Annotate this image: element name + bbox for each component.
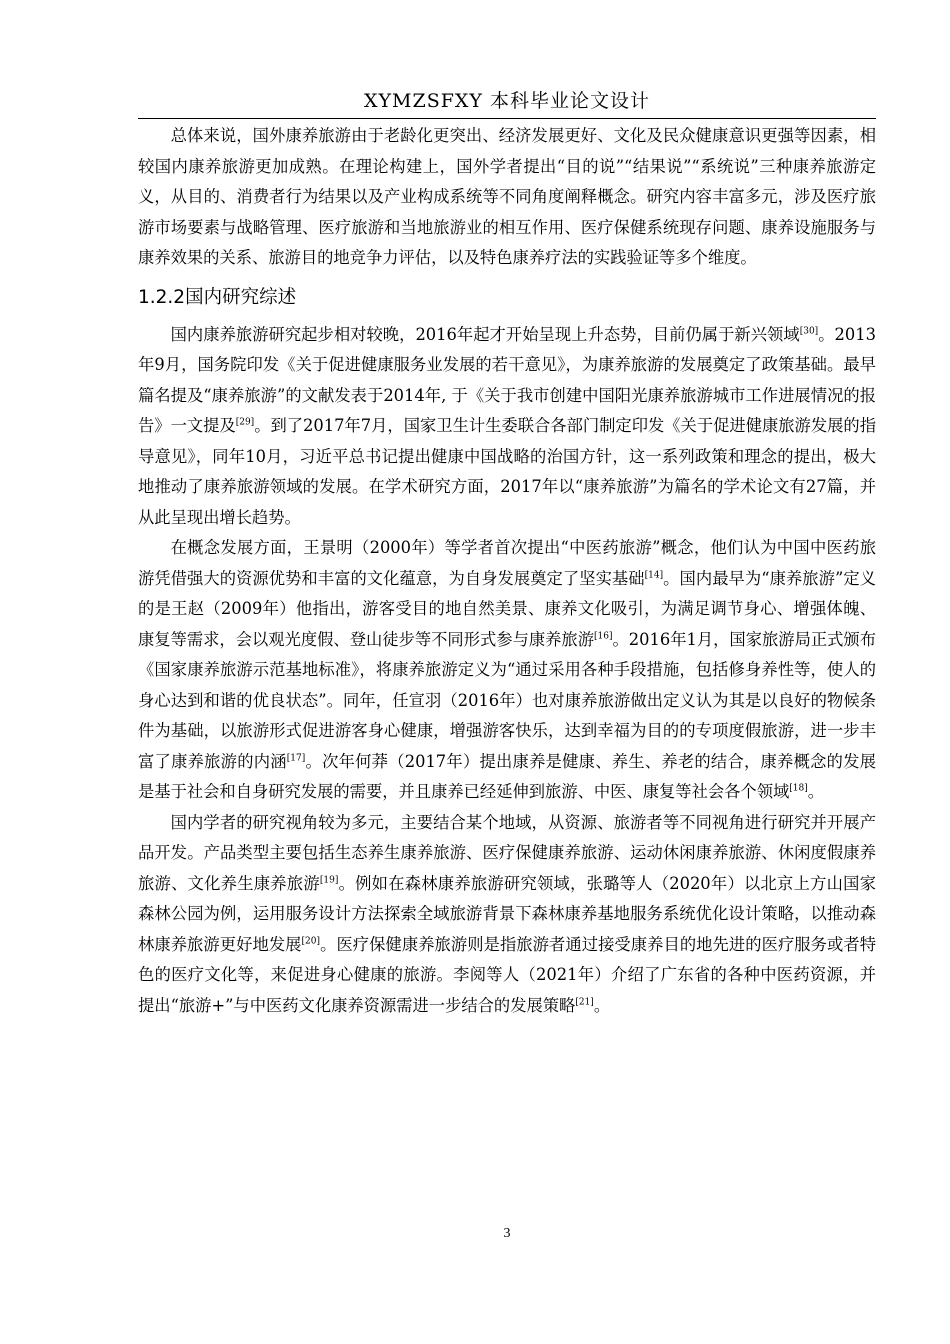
paragraph-intro: 总体来说，国外康养旅游由于老龄化更突出、经济发展更好、文化及民众健康意识更强等因素，相较国内康养旅游更加成熟。在理论构建上，国外学者提出“目的说”“结果说”“系统说”三种康养旅游定义，从目的、消费者行为结果以及产业构成系统等不同角度阐释概念。研究内容丰富多元，涉及医疗旅游市场要素与战略管理、医疗旅游和当地旅游业的相互作用、医疗保健系统现存问题、康养设施服务与康养效果的关系、旅游目的地竞争力评估，以及特色康养疗法的实践验证等多个维度。	[138, 126, 876, 267]
header-rule	[138, 118, 876, 119]
section-heading	[138, 280, 876, 316]
citation: [18]	[789, 783, 808, 794]
citation: [20]	[301, 936, 321, 947]
document-body	[138, 121, 876, 1021]
citation: [16]	[594, 631, 613, 642]
paragraph-perspectives: 国内学者的研究视角较为多元，主要结合某个地域，从资源、旅游者等不同视角进行研究并开展产品开发。产品类型主要包括生态养生康养旅游、医疗保健康养旅游、运动休闲康养旅游、休闲度假康养旅游、文化养生康养旅游[19]。例如在森林康养旅游研究领域，张璐等人（2020年）以北京上方山国家森林公园为例，运用服务设计方法探索全域旅游背景下森林康养基地服务系统优化设计策略，以推动森林康养旅游更好地发展[20]。医疗保健康养旅游则是指旅游者通过接受康养目的地先进的医疗服务或者特色的医疗文化等，来促进身心健康的旅游。李阅等人（2021年）介绍了广东省的各种中医药资源，并提出“旅游+”与中医药文化康养资源需进一步结合的发展策略[21]。	[138, 812, 876, 1015]
citation: [17]	[286, 753, 306, 764]
citation: [30]	[799, 326, 819, 337]
section-number: 1.2.2	[138, 286, 186, 308]
citation: [29]	[235, 417, 255, 428]
paragraph-concept: 在概念发展方面，王景明（2000年）等学者首次提出“中医药旅游”概念，他们认为中国中医药旅游凭借强大的资源优势和丰富的文化蕴意，为自身发展奠定了坚实基础[14]。国内最早为“康养旅游”定义的是王赵（2009年）他指出，游客受目的地自然美景、康养文化吸引，为满足调节身心、增强体魄、康复等需求，会以观光度假、登山徒步等不同形式参与康养旅游[16]。2016年1月，国家旅游局正式颁布《国家康养旅游示范基地标准》，将康养旅游定义为“通过采用各种手段措施，包括修身养性等，使人的身心达到和谐的优良状态”。同年，任宣羽（2016年）也对康养旅游做出定义认为其是以良好的物候条件为基础，以旅游形式促进游客身心健康，增强游客快乐，达到幸福为目的的专项度假旅游，进一步丰富了康养旅游的内涵[17]。次年何莽（2017年）提出康养是健康、养生、养老的结合，康养概念的发展是基于社会和自身研究发展的需要，并且康养已经延伸到旅游、中医、康复等社会各个领域[18]。	[138, 538, 876, 801]
citation: [21]	[575, 997, 594, 1008]
paragraph-policy: 国内康养旅游研究起步相对较晚，2016年起才开始呈现上升态势，目前仍属于新兴领域[30]。2013年9月，国务院印发《关于促进健康服务业发展的若干意见》，为康养旅游的发展奠定了政策基础。最早篇名提及“康养旅游”的文献发表于2014年, 于《关于我市创建中国阳光康养旅游城市工作进展情况的报告》一文提及[29]。到了2017年7月，国家卫生计生委联合各部门制定印发《关于促进健康旅游发展的指导意见》，同年10月，习近平总书记提出健康中国战略的治国方针，这一系列政策和理念的提出，极大地推动了康养旅游领域的发展。在学术研究方面，2017年以“康养旅游”为篇名的学术论文有27篇，并从此呈现出增长趋势。	[138, 324, 876, 527]
section-title: 国内研究综述	[185, 286, 297, 308]
citation: [14]	[644, 570, 664, 581]
citation: [19]	[319, 875, 339, 886]
page-number: 3	[503, 1226, 511, 1241]
page-header: XYMZSFXY 本科毕业论文设计	[363, 90, 651, 112]
